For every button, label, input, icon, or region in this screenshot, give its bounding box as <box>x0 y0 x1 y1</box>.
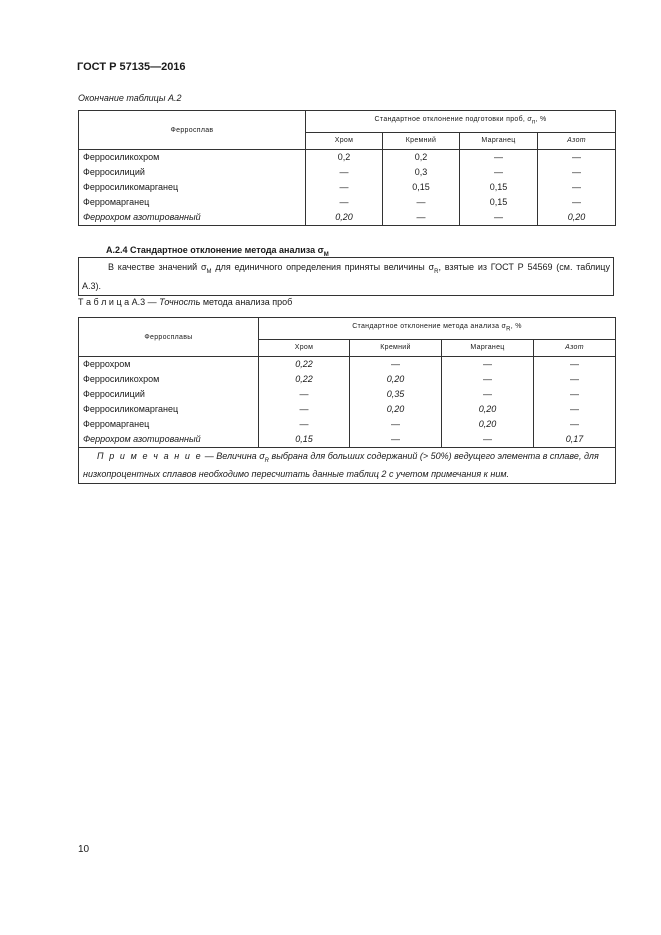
table-a2-col-manganese: Марганец <box>460 132 538 149</box>
table-a3-note: П р и м е ч а н и е — Величина $\sigma_R$ выбрана для больших содержаний (> 50%) ведущего элемента в сплаве, для низкопроцентных сплавов необходимо пересчитать данные таблиц 2 с учетом примечания к ним. <box>79 448 616 484</box>
cell: — <box>306 195 383 210</box>
table-row <box>79 402 616 417</box>
table-a3-col-header: Ферросплавы <box>79 318 259 357</box>
table-row <box>79 210 616 226</box>
cell: — <box>534 357 616 373</box>
table-row <box>79 387 616 402</box>
table-a3 <box>78 317 616 484</box>
cell: — <box>538 165 616 180</box>
cell: 0,20 <box>442 417 534 432</box>
document-code: ГОСТ Р 57135—2016 <box>77 61 186 73</box>
table-a2-col-nitrogen: Азот <box>538 132 616 149</box>
row-name: Феррохром азотированный <box>79 432 259 448</box>
row-name: Феррохром <box>79 357 259 373</box>
table-a2-col-header: Ферросплав <box>79 111 306 150</box>
cell: 0,22 <box>259 372 350 387</box>
table-a2-group-header: Стандартное отклонение подготовки проб, $\sigma_п$, % <box>306 111 616 133</box>
cell: 0,15 <box>460 180 538 195</box>
section-title: А.2.4 Стандартное отклонение метода анализа $\sigma_М$ <box>106 245 329 258</box>
cell: — <box>442 387 534 402</box>
row-name: Ферромарганец <box>79 417 259 432</box>
cell: — <box>383 195 460 210</box>
page-number: 10 <box>78 844 90 855</box>
cell: — <box>442 432 534 448</box>
cell: — <box>383 210 460 226</box>
table-a3-col-nitrogen: Азот <box>534 339 616 356</box>
cell: — <box>306 180 383 195</box>
cell: — <box>442 357 534 373</box>
table-row <box>79 357 616 373</box>
cell: — <box>259 387 350 402</box>
cell: 0,20 <box>442 402 534 417</box>
cell: 0,15 <box>259 432 350 448</box>
cell: 0,2 <box>383 150 460 166</box>
cell: — <box>534 387 616 402</box>
table-a3-group-header: Стандартное отклонение метода анализа $\sigma_R$, % <box>259 318 616 340</box>
table-a3-col-silicon: Кремний <box>350 339 442 356</box>
cell: — <box>259 417 350 432</box>
cell: — <box>538 180 616 195</box>
cell: — <box>350 357 442 373</box>
cell: — <box>534 417 616 432</box>
cell: — <box>460 150 538 166</box>
row-name: Ферросилиций <box>79 165 306 180</box>
row-name: Ферросиликохром <box>79 150 306 166</box>
cell: — <box>259 402 350 417</box>
row-name: Ферросиликомарганец <box>79 180 306 195</box>
cell: — <box>350 432 442 448</box>
cell: — <box>534 402 616 417</box>
table-a2-caption: Окончание таблицы А.2 <box>78 93 182 103</box>
cell: 0,35 <box>350 387 442 402</box>
cell: — <box>460 210 538 226</box>
cell: — <box>538 195 616 210</box>
cell: 0,20 <box>350 402 442 417</box>
table-row <box>79 372 616 387</box>
cell: 0,15 <box>383 180 460 195</box>
cell: 0,20 <box>538 210 616 226</box>
row-name: Ферромарганец <box>79 195 306 210</box>
table-row <box>79 195 616 210</box>
table-row <box>79 165 616 180</box>
cell: 0,17 <box>534 432 616 448</box>
table-row <box>79 180 616 195</box>
cell: — <box>442 372 534 387</box>
section-text-box <box>78 257 614 296</box>
cell: 0,3 <box>383 165 460 180</box>
table-a2-col-silicon: Кремний <box>383 132 460 149</box>
cell: 0,20 <box>306 210 383 226</box>
table-row <box>79 417 616 432</box>
section-paragraph: В качестве значений $\sigma_М$ для единичного определения приняты величины $\sigma_R$, взятые из ГОСТ Р 54569 (см. таблицу А.3). <box>82 262 610 291</box>
row-name: Феррохром азотированный <box>79 210 306 226</box>
table-a3-caption: Т а б л и ц а А.3 — Точность метода анализа проб <box>78 297 293 307</box>
table-a2-col-chrome: Хром <box>306 132 383 149</box>
cell: — <box>306 165 383 180</box>
table-row <box>79 150 616 166</box>
row-name: Ферросиликомарганец <box>79 402 259 417</box>
cell: 0,2 <box>306 150 383 166</box>
cell: 0,15 <box>460 195 538 210</box>
table-row <box>79 432 616 448</box>
table-a3-col-manganese: Марганец <box>442 339 534 356</box>
cell: — <box>350 417 442 432</box>
row-name: Ферросиликохром <box>79 372 259 387</box>
cell: 0,20 <box>350 372 442 387</box>
table-a3-col-chrome: Хром <box>259 339 350 356</box>
cell: — <box>460 165 538 180</box>
cell: 0,22 <box>259 357 350 373</box>
cell: — <box>538 150 616 166</box>
table-a2 <box>78 110 616 226</box>
row-name: Ферросилиций <box>79 387 259 402</box>
cell: — <box>534 372 616 387</box>
